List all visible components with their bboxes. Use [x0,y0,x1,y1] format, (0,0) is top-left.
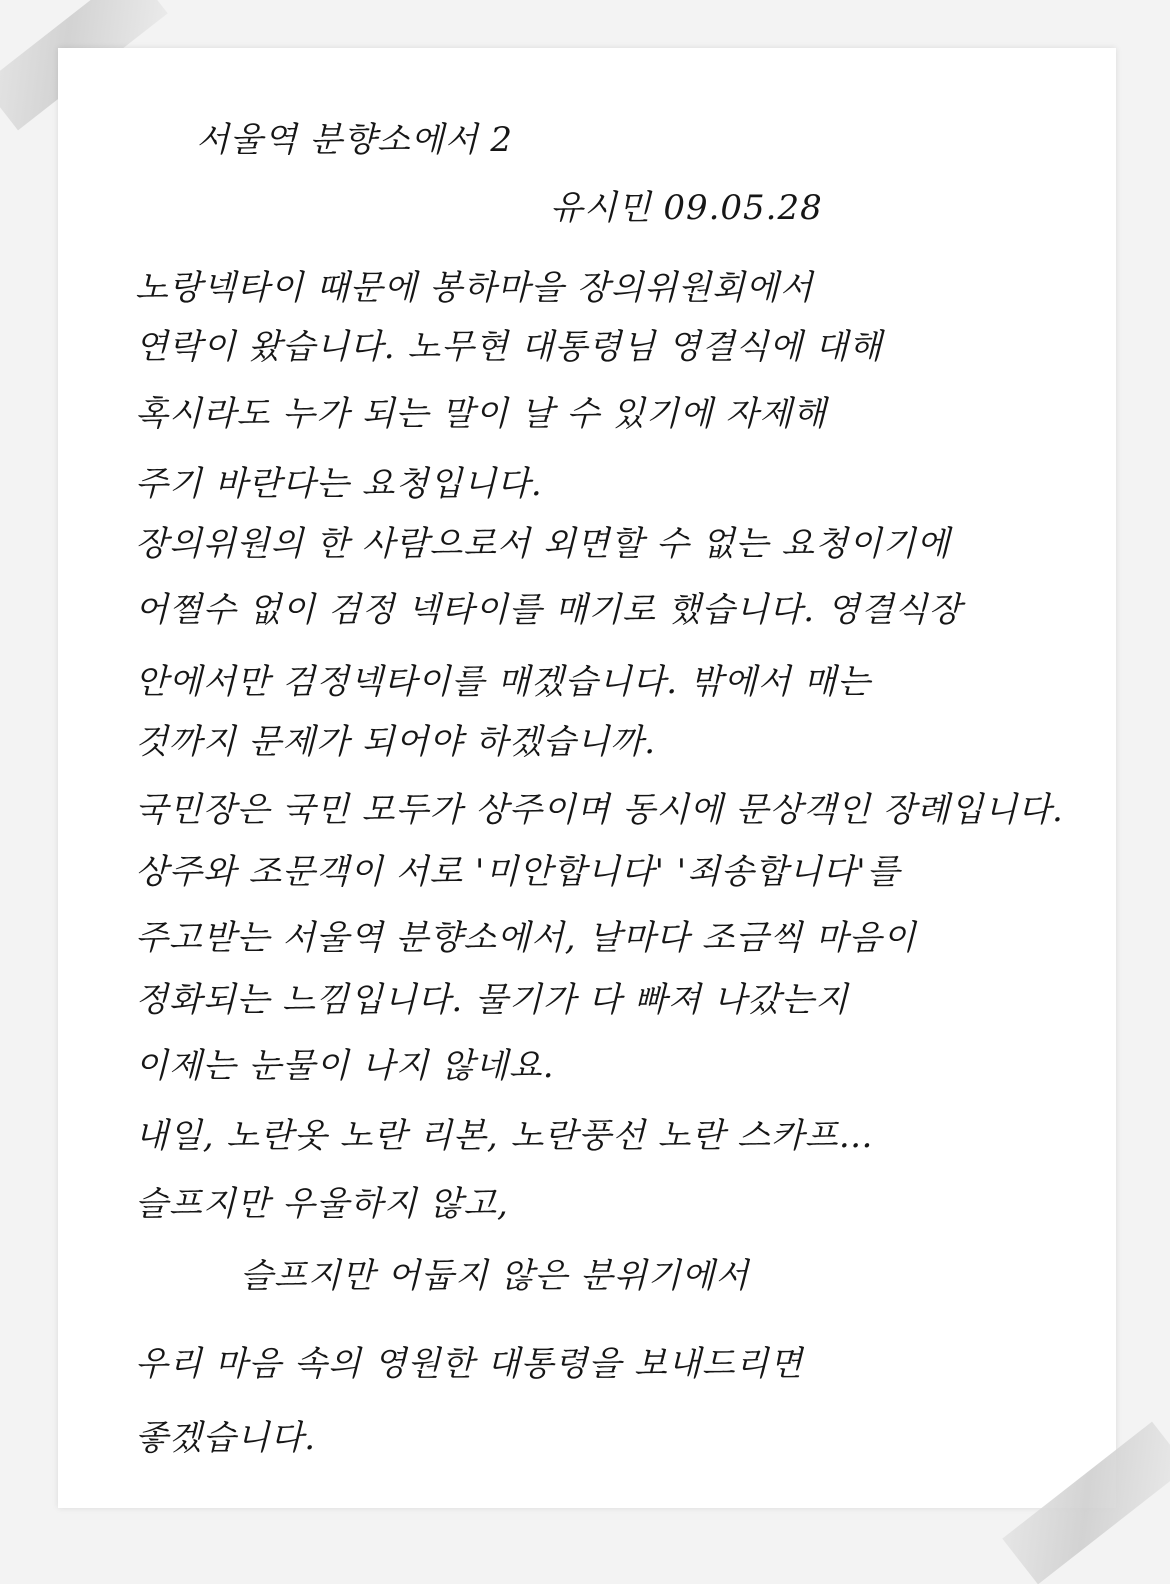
letter-line: 어쩔수 없이 검정 넥타이를 매기로 했습니다. 영결식장 [135,590,963,630]
letter-line: 국민장은 국민 모두가 상주이며 동시에 문상객인 장례입니다. [135,790,1064,830]
letter-line: 우리 마음 속의 영원한 대통령을 보내드리면 [135,1344,804,1384]
letter-line: 슬프지만 우울하지 않고, [135,1184,509,1224]
letter-line: 주기 바란다는 요청입니다. [135,464,543,504]
letter-line: 좋겠습니다. [135,1418,317,1458]
letter-line: 노랑넥타이 때문에 봉하마을 장의위원회에서 [135,268,814,308]
letter-line: 것까지 문제가 되어야 하겠습니까. [135,722,657,762]
letter-line: 이제는 눈물이 나지 않네요. [135,1046,555,1086]
letter-line: 주고받는 서울역 분향소에서, 날마다 조금씩 마음이 [135,918,917,958]
letter-line: 슬프지만 어둡지 않은 분위기에서 [240,1256,750,1296]
letter-line: 장의위원의 한 사람으로서 외면할 수 없는 요청이기에 [135,524,951,564]
letter-line: 내일, 노란옷 노란 리본, 노란풍선 노란 스카프… [135,1116,874,1156]
letter-line: 상주와 조문객이 서로 '미안합니다' '죄송합니다'를 [135,852,901,892]
letter-line: 혹시라도 누가 되는 말이 날 수 있기에 자제해 [135,394,827,434]
letter-byline: 유시민 09.05.28 [550,188,823,228]
letter-line: 연락이 왔습니다. 노무현 대통령님 영결식에 대해 [135,327,883,367]
letter-line: 안에서만 검정넥타이를 매겠습니다. 밖에서 매는 [135,662,871,702]
letter-title: 서울역 분향소에서 2 [196,120,513,160]
letter-line: 정화되는 느낌입니다. 물기가 다 빠져 나갔는지 [135,980,849,1020]
